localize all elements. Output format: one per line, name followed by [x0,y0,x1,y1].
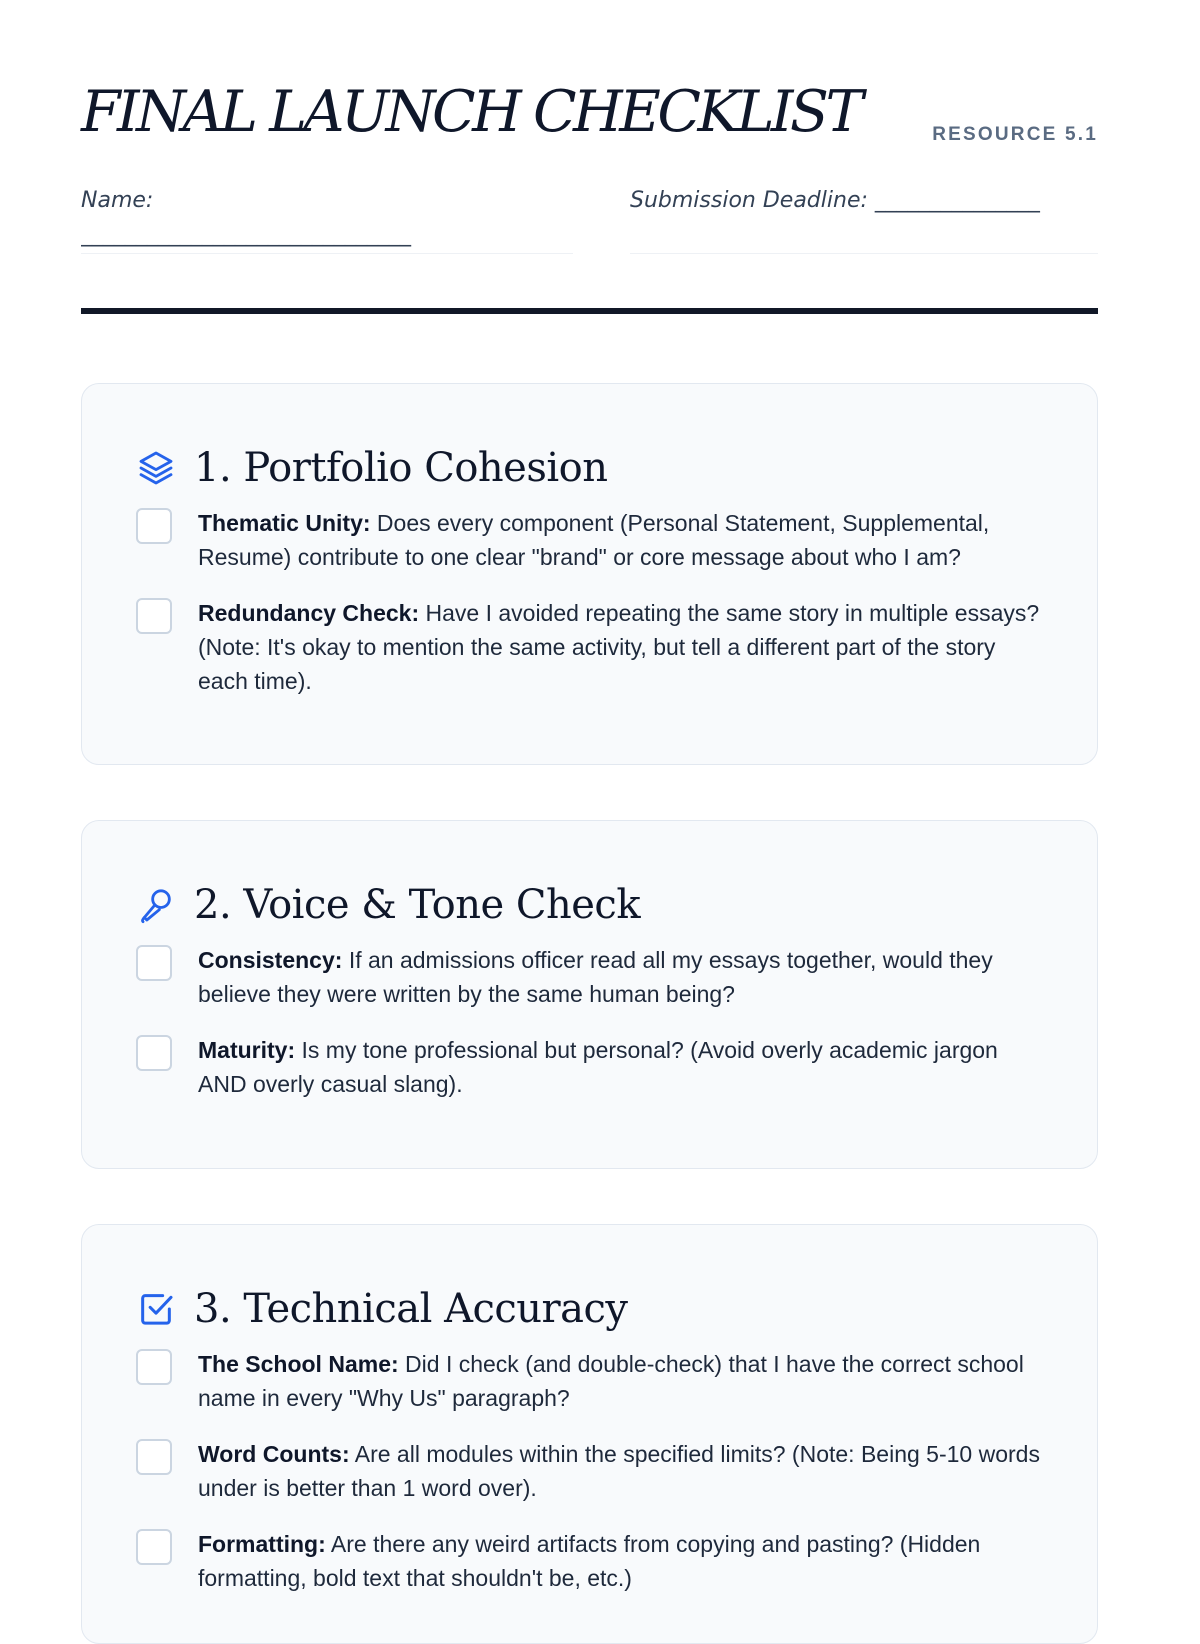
deadline-field[interactable] [630,184,1098,254]
section-header [136,877,1043,933]
page-title: FINAL LAUNCH CHECKLIST [81,79,861,145]
item-description: Have I avoided repeating the same story in multiple essays? (Note: It's okay to mention the same activity, but tell a different part of the story each time). [198,600,1040,694]
section-portfolio-cohesion [81,383,1098,765]
checklist-item [136,1437,1043,1505]
checklist-item [136,943,1043,1011]
item-description: If an admissions officer read all my essays together, would they believe they were written by the same human being? [198,947,993,1007]
checklist-item [136,506,1043,574]
item-checkbox[interactable] [136,508,172,544]
section-title: 2. Voice & Tone Check [194,882,641,928]
resource-tag: RESOURCE 5.1 [932,124,1098,145]
item-label: Maturity: [198,1037,296,1063]
section-title: 3. Technical Accuracy [194,1286,628,1332]
item-label: Consistency: [198,947,343,973]
deadline-blank: _______________ [874,188,1040,213]
checklist-item [136,1527,1043,1595]
item-description: Did I check (and double-check) that I have the correct school name in every "Why Us" paragraph? [198,1351,1024,1411]
item-description: Does every component (Personal Statement, Supplemental, Resume) contribute to one clear "brand" or core message about who I am? [198,510,990,570]
item-label: Redundancy Check: [198,600,420,626]
item-description: Is my tone professional but personal? (Avoid overly academic jargon AND overly casual slang). [198,1037,998,1097]
item-checkbox[interactable] [136,945,172,981]
item-label: Word Counts: [198,1441,350,1467]
microphone-icon [136,885,176,925]
item-checkbox[interactable] [136,1529,172,1565]
item-label: Thematic Unity: [198,510,371,536]
form-fields [81,160,1098,256]
section-technical-accuracy [81,1224,1098,1644]
item-checkbox[interactable] [136,1349,172,1385]
section-header [136,1281,1043,1337]
header-divider [81,308,1098,314]
check-square-icon [136,1289,176,1329]
section-header [136,440,1043,496]
section-voice-tone [81,820,1098,1169]
section-title: 1. Portfolio Cohesion [194,445,608,491]
item-label: Formatting: [198,1531,326,1557]
layers-icon [136,448,176,488]
item-text [198,1033,1043,1101]
page-header [81,0,1098,160]
item-description: Are there any weird artifacts from copying and pasting? (Hidden formatting, bold text that shouldn't be, etc.) [198,1531,981,1591]
name-field[interactable] [81,184,573,254]
item-text [198,943,1043,1011]
checklist-item [136,1033,1043,1101]
item-description: Are all modules within the specified limits? (Note: Being 5-10 words under is better than 1 word over). [198,1441,1040,1501]
deadline-label: Submission Deadline: [630,188,868,213]
checklist-item [136,596,1043,698]
item-text [198,596,1043,698]
item-text [198,1527,1043,1595]
item-text [198,506,1043,574]
item-text [198,1437,1043,1505]
item-label: The School Name: [198,1351,399,1377]
name-label: Name: [81,188,154,213]
item-text [198,1347,1043,1415]
item-checkbox[interactable] [136,598,172,634]
item-checkbox[interactable] [136,1439,172,1475]
checklist-item [136,1347,1043,1415]
name-blank: ______________________________ [81,222,411,247]
item-checkbox[interactable] [136,1035,172,1071]
